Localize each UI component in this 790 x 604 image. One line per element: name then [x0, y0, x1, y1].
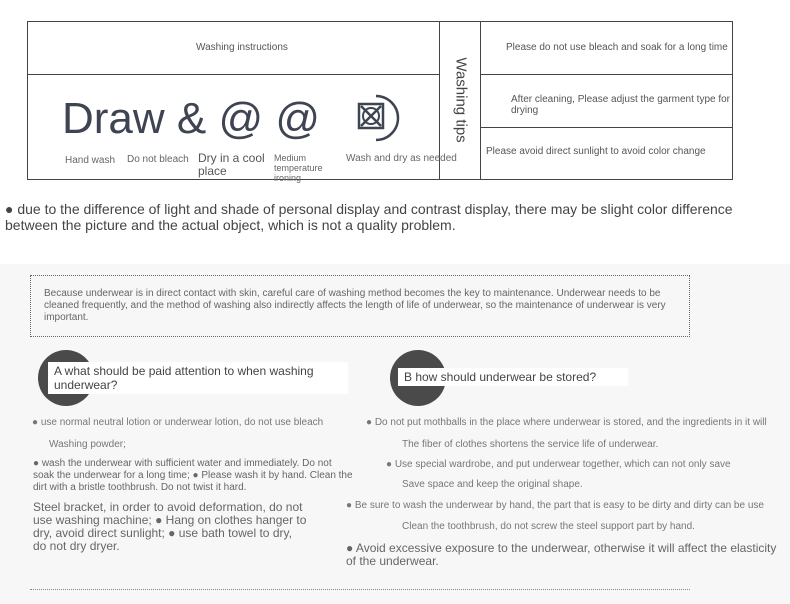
table-divider	[480, 74, 732, 75]
care-symbols: Draw & @ @	[62, 94, 321, 143]
list-item: Clean the toothbrush, do not screw the steel support part by hand.	[402, 521, 695, 532]
list-item: Washing powder;	[49, 439, 126, 450]
tip-item: Please avoid direct sunlight to avoid color change	[486, 146, 706, 157]
list-item: The fiber of clothes shortens the service life of underwear.	[402, 439, 659, 450]
care-instructions-table	[27, 21, 733, 183]
bottom-divider	[30, 589, 690, 590]
list-item: ● Do not put mothballs in the place where underwear is stored, and the ingredients in it will	[366, 417, 767, 428]
table-divider	[480, 127, 732, 128]
tip-item: Please do not use bleach and soak for a long time	[506, 42, 728, 53]
section-a-title: A what should be paid attention to when washing underwear?	[48, 362, 348, 394]
tumble-dry-icon	[354, 92, 400, 146]
dry-cool-label: Dry in a cool place	[198, 151, 265, 178]
tips-title-cell	[441, 22, 481, 179]
list-item: ● Avoid excessive exposure to the underwear, otherwise it will affect the elasticity of the underwear.	[346, 541, 777, 568]
table-divider	[28, 74, 439, 75]
tips-title: Washing tips	[452, 57, 470, 143]
wash-dry-label: Wash and dry as needed	[346, 153, 457, 164]
color-difference-note: ● due to the difference of light and shade of personal display and contrast display, there may be slight color difference between the picture and the actual object, which is not a quality problem.	[5, 201, 733, 233]
section-b-title: B how should underwear be stored?	[398, 368, 628, 386]
intro-text: Because underwear is in direct contact with skin, careful care of washing method becomes the key to maintenance. Underwear needs to be cleaned frequently, and the method of washing also indirectly affects the length of life of underwear, so the maintenance of underwear is very important.	[44, 288, 666, 323]
list-item: ● Use special wardrobe, and put underwear together, which can not only save	[386, 459, 731, 470]
table-header: Washing instructions	[196, 42, 288, 53]
no-bleach-label: Do not bleach	[127, 154, 189, 165]
list-item: ● wash the underwear with sufficient water and immediately. Do not soak the underwear for a long time; ● Please wash it by hand. Clean the dirt with a bristle toothbrush. Do not twist it hard.	[33, 458, 353, 493]
list-item: ● Be sure to wash the underwear by hand, the part that is easy to be dirty and dirty can be use	[346, 500, 764, 511]
list-item: Save space and keep the original shape.	[402, 479, 583, 490]
list-item: ● use normal neutral lotion or underwear lotion, do not use bleach	[32, 417, 324, 428]
list-item: Steel bracket, in order to avoid deformation, do not use washing machine; ● Hang on clothes hanger to dry, avoid direct sunlight; ● use bath towel to dry, do not dry dryer.	[33, 500, 307, 553]
tip-item: After cleaning, Please adjust the garment type for drying	[511, 94, 731, 116]
hand-wash-label: Hand wash	[65, 155, 116, 166]
medium-iron-label: Medium temperature ironing	[274, 153, 323, 183]
